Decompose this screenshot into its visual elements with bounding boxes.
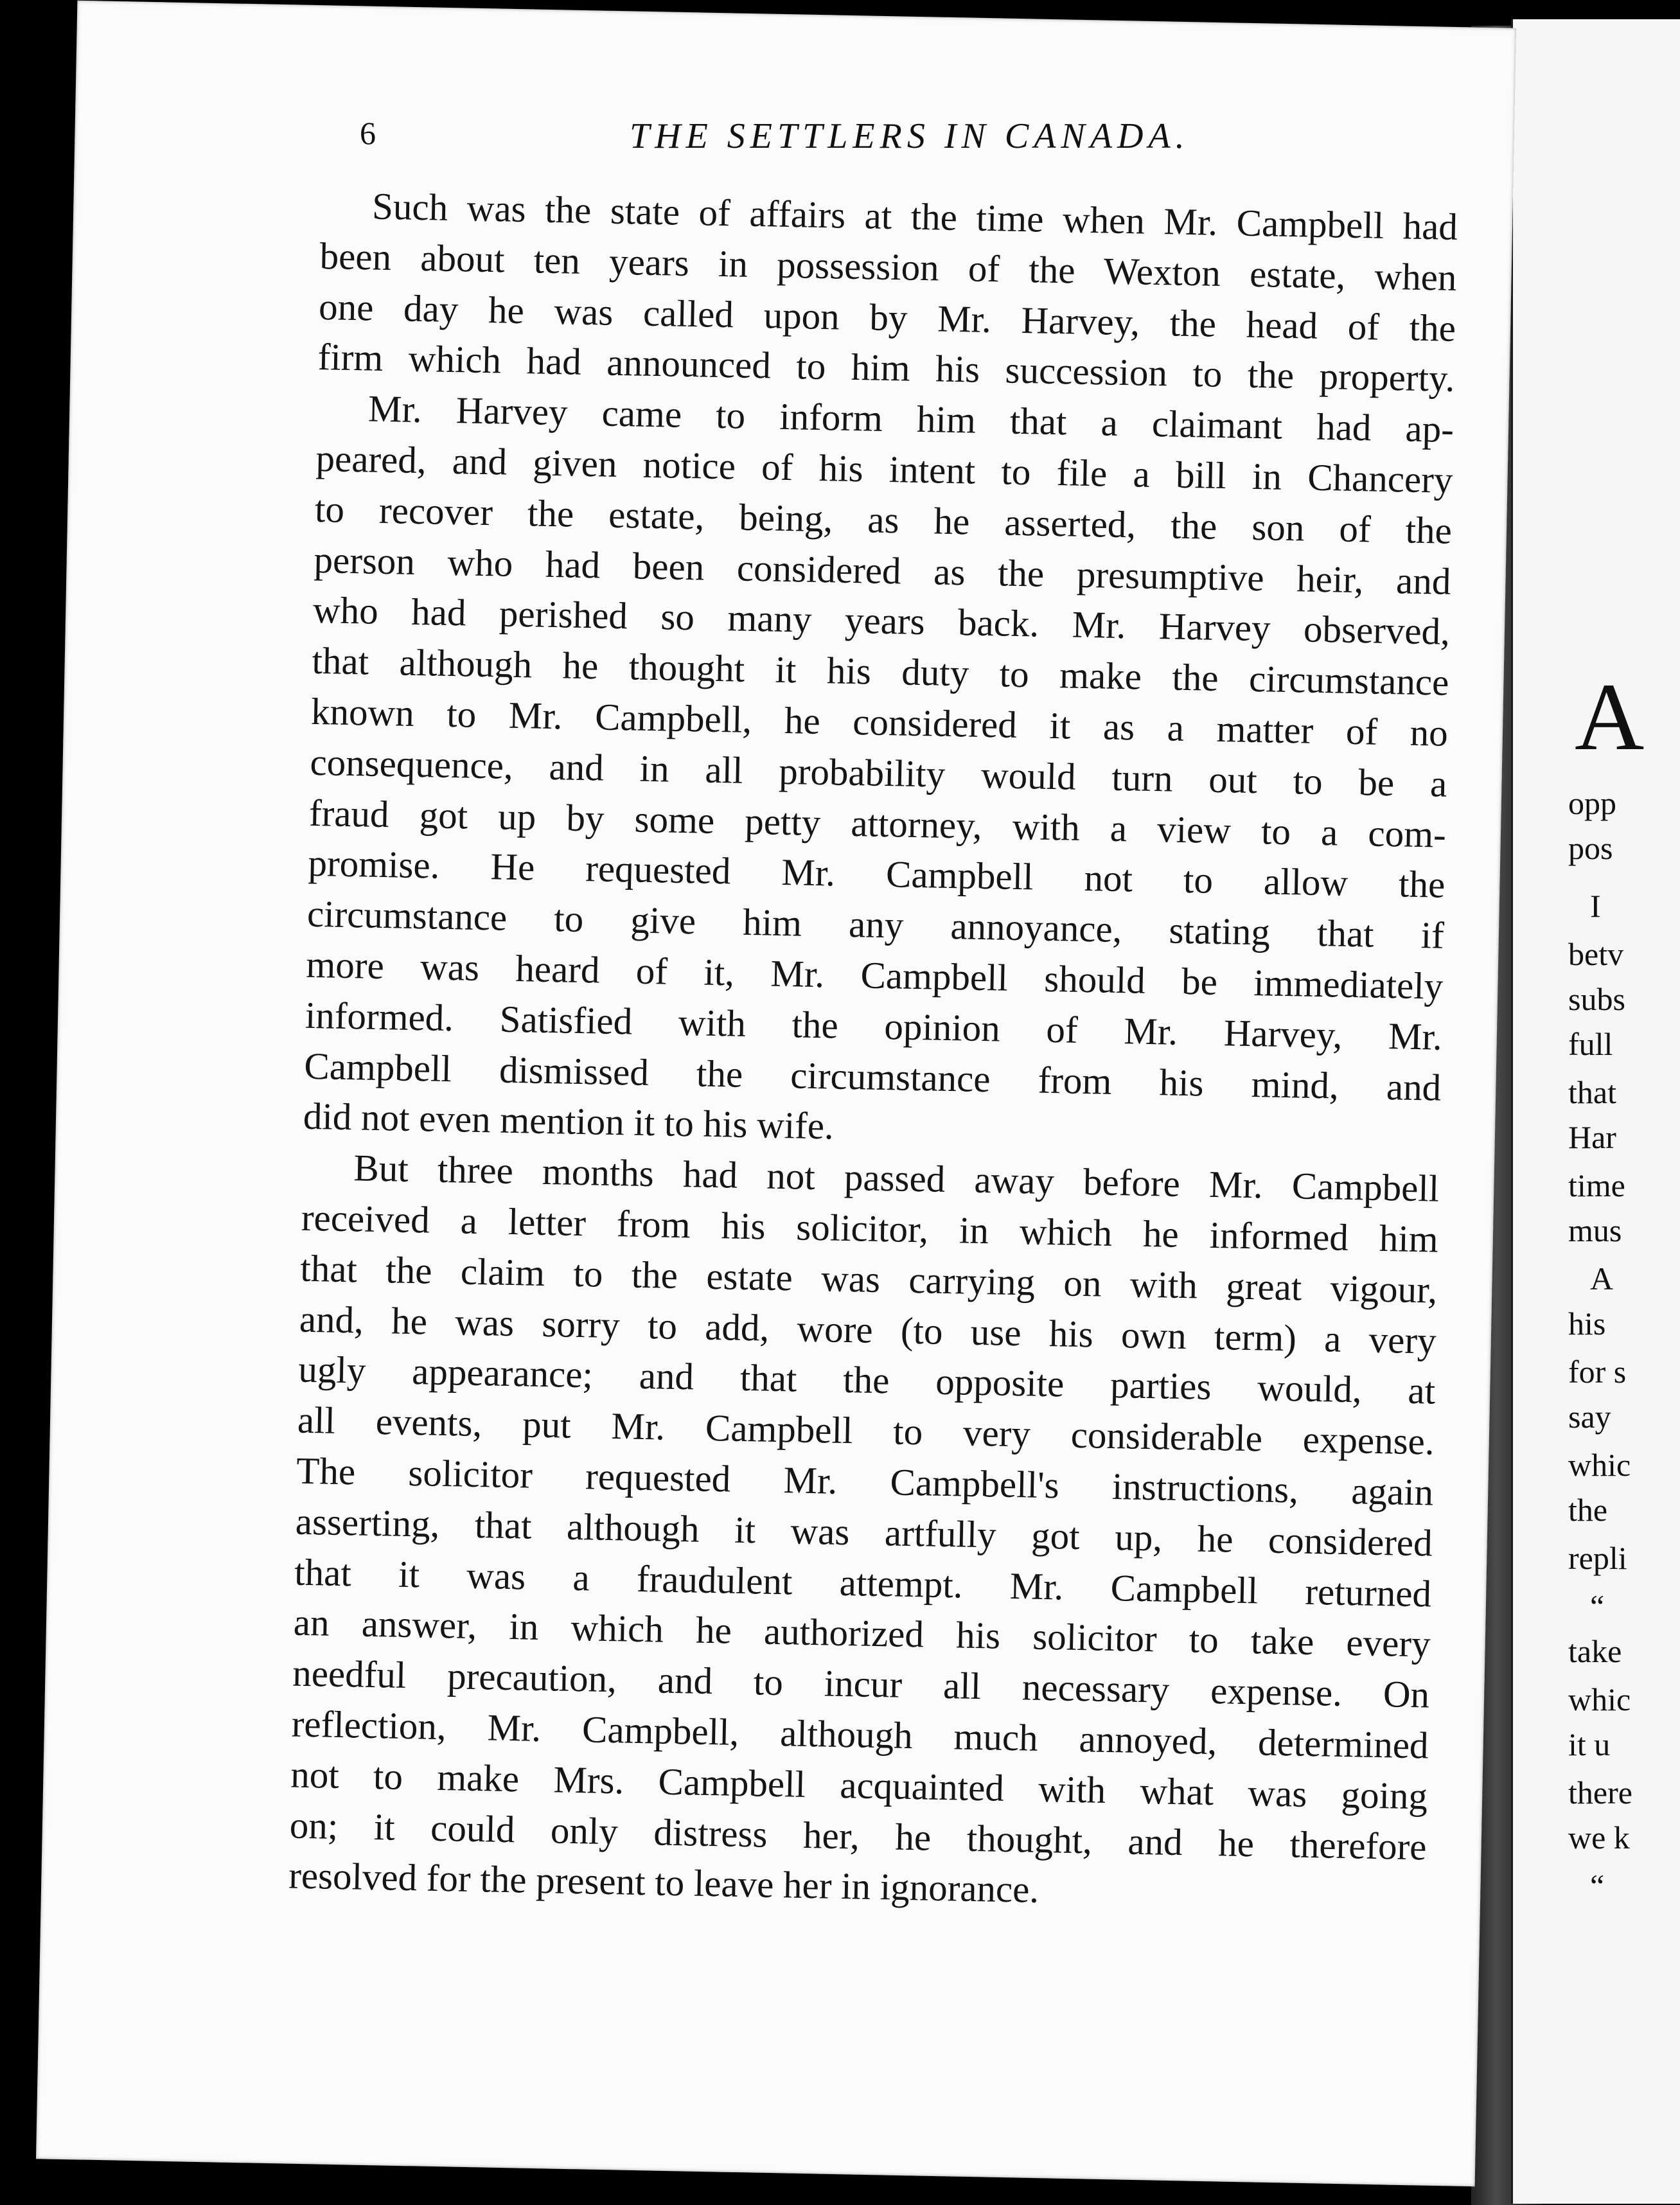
facing-page-fragment: mus (1568, 1212, 1622, 1248)
text-line: But three months had not passed away before Mr. Campbell (353, 1146, 1440, 1210)
text-line: known to Mr. Campbell, he considered it as a matter of no (310, 689, 1449, 754)
text-line: received a letter from his solicitor, in which he informed him (301, 1196, 1439, 1261)
running-head (308, 103, 1465, 154)
facing-page-fragment: Har (1568, 1119, 1616, 1155)
facing-page-fragment: there (1568, 1775, 1632, 1811)
facing-page-fragment: the (1568, 1492, 1608, 1528)
facing-page-fragment: we k (1568, 1820, 1630, 1855)
text-line: asserting, that although it was artfully got up, he considered (295, 1500, 1433, 1564)
facing-page-fragment: time (1568, 1167, 1625, 1203)
facing-page-fragment: “ (1590, 1588, 1605, 1624)
text-line: needful precaution, and to incur all necessary expense. On (292, 1651, 1430, 1716)
paragraph-3 (288, 1142, 1440, 1923)
text-line: Campbell dismissed the circumstance from his mind, and (303, 1044, 1442, 1109)
facing-page-fragment: whic (1568, 1447, 1631, 1483)
text-line: who had perished so many years back. Mr. Harvey observed, (312, 589, 1451, 653)
text-line: on; it could only distress her, he thought, and he therefore (289, 1803, 1428, 1868)
paragraph-1 (317, 180, 1458, 404)
facing-page-fragment: repli (1568, 1540, 1627, 1576)
text-line: that it was a fraudulent attempt. Mr. Campbell returned (294, 1550, 1432, 1615)
text-line: consequence, and in all probability would turn out to be a (309, 740, 1447, 805)
text-line: that the claim to the estate was carrying on with great vigour, (299, 1246, 1438, 1311)
text-line: circumstance to give him any annoyance, stating that if (306, 892, 1445, 957)
facing-page-fragment: pos (1568, 830, 1613, 866)
facing-page-fragment: full (1568, 1026, 1613, 1062)
facing-page-fragment: take (1568, 1633, 1622, 1669)
text-line: resolved for the present to leave her in ignorance. (288, 1854, 1039, 1911)
text-line: to recover the estate, being, as he asserted, the son of the (314, 487, 1453, 552)
text-line: informed. Satisfied with the opinion of Mr. Harvey, Mr. (305, 993, 1443, 1058)
facing-page-fragment: A (1590, 1261, 1614, 1297)
text-line: did not even mention it to his wife. (303, 1095, 835, 1147)
text-line: fraud got up by some petty attorney, with a view to a com- (308, 791, 1447, 856)
text-line: The solicitor requested Mr. Campbell's instructions, again (296, 1449, 1434, 1514)
facing-page-fragment: opp (1568, 785, 1616, 821)
text-line: person who had been considered as the presumptive heir, and (314, 538, 1451, 603)
text-line: all events, put Mr. Campbell to very considerable expense. (297, 1398, 1435, 1463)
facing-page-fragment: “ (1590, 1868, 1605, 1904)
facing-page-fragment: I (1590, 888, 1601, 924)
text-line: that although he thought it his duty to make the circumstance (312, 639, 1449, 704)
facing-page-fragment: whic (1568, 1681, 1631, 1717)
text-line: Mr. Harvey came to inform him that a claimant had ap- (367, 387, 1455, 451)
facing-page-fragment: betv (1568, 936, 1624, 972)
text-line: promise. He requested Mr. Campbell not to allow the (307, 842, 1446, 907)
text-line: one day he was called upon by Mr. Harvey, the head of the (318, 285, 1456, 350)
text-line: peared, and given notice of his intent to file a bill in Chancery (315, 436, 1453, 501)
running-title: THE SETTLERS IN CANADA. (630, 116, 1190, 156)
text-line: an answer, in which he authorized his solicitor to take every (293, 1600, 1431, 1665)
facing-page-fragment: for s (1568, 1354, 1627, 1390)
text-line: ugly appearance; and that the opposite parties would, at (297, 1347, 1436, 1412)
text-line: firm which had announced to him his succession to the property. (317, 335, 1456, 400)
text-line: more was heard of it, Mr. Campbell should be immediately (305, 943, 1444, 1007)
page-number: 6 (360, 115, 376, 151)
text-line: and, he was sorry to add, wore (to use his own term) a very (299, 1297, 1437, 1362)
text-line: been about ten years in possession of the Wexton estate, when (319, 234, 1458, 299)
facing-page-fragment: that (1568, 1074, 1616, 1110)
body-text (288, 180, 1458, 1923)
text-line: not to make Mrs. Campbell acquainted with what was going (290, 1753, 1428, 1818)
paragraph-2 (303, 382, 1454, 1164)
text-line: reflection, Mr. Campbell, although much annoyed, determined (291, 1702, 1429, 1767)
facing-page-fragment: his (1568, 1306, 1606, 1342)
facing-page-initial: A (1575, 664, 1645, 770)
facing-page (1511, 19, 1680, 2204)
facing-page-fragment: subs (1568, 981, 1625, 1017)
facing-page-fragment: say (1568, 1399, 1611, 1435)
text-line: Such was the state of affairs at the time when Mr. Campbell had (371, 184, 1458, 248)
facing-page-fragment: it u (1568, 1726, 1611, 1762)
